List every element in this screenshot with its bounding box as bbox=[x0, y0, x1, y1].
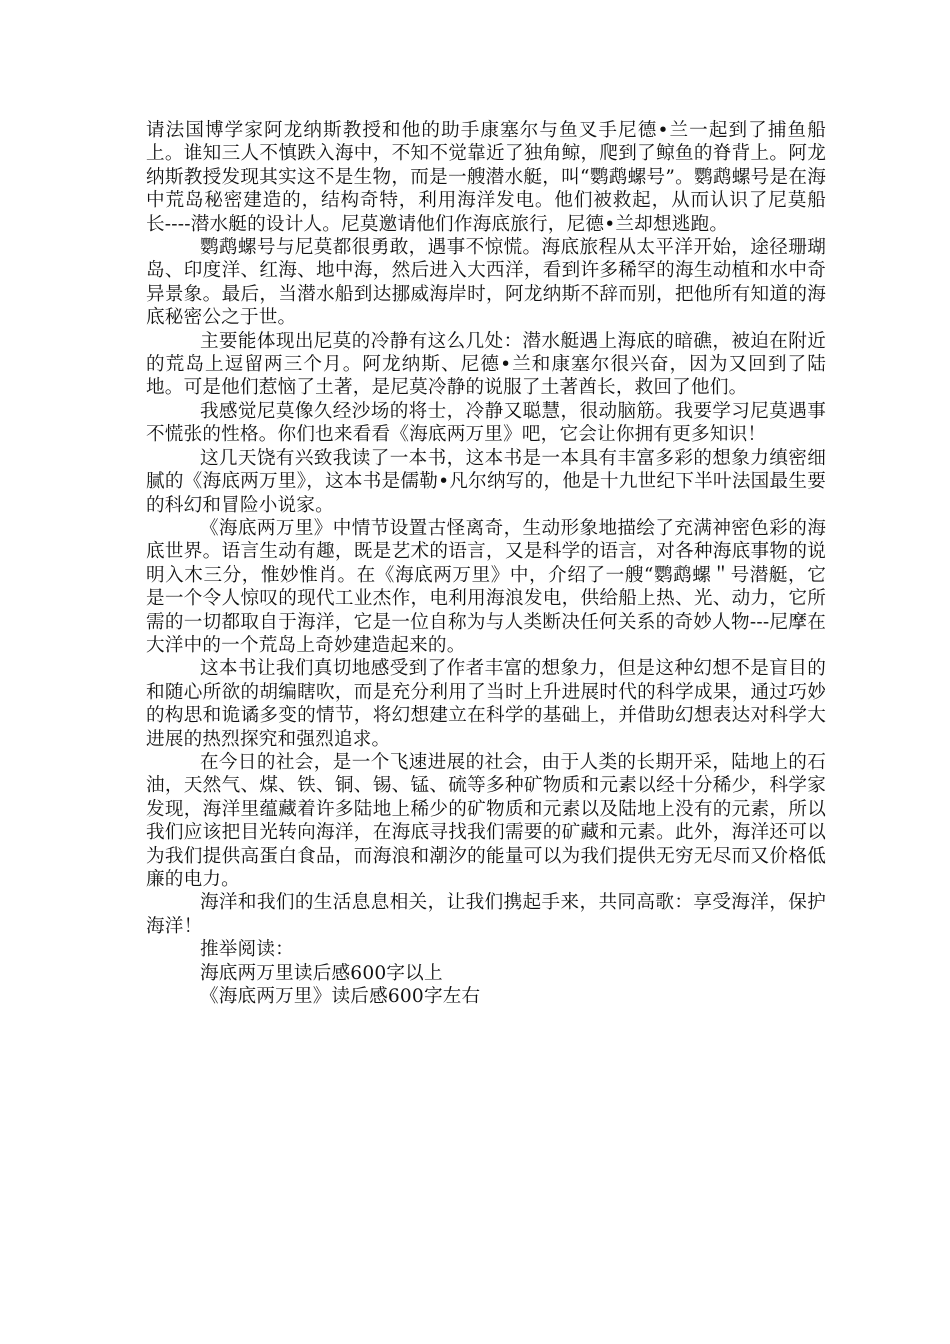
paragraph-6: 《海底两万里》中情节设置古怪离奇，生动形象地描绘了充满神密色彩的海底世界。语言生动有趣，既是艺术的语言，又是科学的语言，对各种海底事物的说明入木三分，惟妙惟肖。在《海底两万里》中，介绍了一艘“鹦鹉螺＂号潜艇，它是一个令人惊叹的现代工业杰作，电利用海浪发电，供给船上热、光、动力，它所需的一切都取自于海洋，它是一位自称为与人类断决任何关系的奇妙人物---尼摩在大洋中的一个荒岛上奇妙建造起来的。 bbox=[146, 517, 826, 656]
document-body bbox=[146, 119, 826, 1008]
paragraph-2: 鹦鹉螺号与尼莫都很勇敢，遇事不惊慌。海底旅程从太平洋开始，途径珊瑚岛、印度洋、红海、地中海，然后进入大西洋，看到许多稀罕的海生动植和水中奇异景象。最后，当潜水船到达挪威海岸时，阿龙纳斯不辞而别，把他所有知道的海底秘密公之于世。 bbox=[146, 237, 826, 329]
paragraph-4: 我感觉尼莫像久经沙场的将士，冷静又聪慧，很动脑筋。我要学习尼莫遇事不慌张的性格。你们也来看看《海底两万里》吧，它会让你拥有更多知识！ bbox=[146, 400, 826, 446]
paragraph-1: 请法国博学家阿龙纳斯教授和他的助手康塞尔与鱼叉手尼德•兰一起到了捕鱼船上。谁知三人不慎跌入海中，不知不觉靠近了独角鲸，爬到了鲸鱼的脊背上。阿龙纳斯教授发现其实这不是生物，而是一艘潜水艇，叫“鹦鹉螺号”。鹦鹉螺号是在海中荒岛秘密建造的，结构奇特，利用海洋发电。他们被救起，从而认识了尼莫船长----潜水艇的设计人。尼莫邀请他们作海底旅行，尼德•兰却想逃跑。 bbox=[146, 120, 826, 235]
paragraph-7: 这本书让我们真切地感受到了作者丰富的想象力，但是这种幻想不是盲目的和随心所欲的胡编瞎吹，而是充分利用了当时上升进展时代的科学成果，通过巧妙的构思和诡谲多变的情节，将幻想建立在科学的基础上，并借助幻想表达对科学大进展的热烈探究和强烈追求。 bbox=[146, 658, 826, 750]
paragraph-9: 海洋和我们的生活息息相关，让我们携起手来，共同高歌：享受海洋，保护海洋！ bbox=[146, 892, 826, 937]
paragraph-5: 这几天饶有兴致我读了一本书，这本书是一本具有丰富多彩的想象力缜密细腻的《海底两万里》，这本书是儒勒•凡尔纳写的，他是十九世纪下半叶法国最生要的科幻和冒险小说家。 bbox=[146, 447, 826, 516]
recommended-link-1[interactable]: 海底两万里读后感600字以上 bbox=[199, 962, 443, 984]
recommended-link-2[interactable]: 《海底两万里》读后感600字左右 bbox=[199, 986, 481, 1008]
paragraph-8: 在今日的社会，是一个飞速进展的社会，由于人类的长期开采，陆地上的石油，天然气、煤、铁、铜、锡、锰、硫等多种矿物质和元素以经十分稀少，科学家发现，海洋里蕴藏着许多陆地上稀少的矿物质和元素以及陆地上没有的元素，所以我们应该把目光转向海洋，在海底寻找我们需要的矿藏和元素。此外，海洋还可以为我们提供高蛋白食品，而海浪和潮汐的能量可以为我们提供无穷无尽而又价格低廉的电力。 bbox=[146, 751, 826, 890]
paragraph-3: 主要能体现出尼莫的冷静有这么几处：潜水艇遇上海底的暗礁，被迫在附近的荒岛上逗留两三个月。阿龙纳斯、尼德•兰和康塞尔很兴奋，因为又回到了陆地。可是他们惹恼了土著，是尼莫冷静的说服了土著酋长，救回了他们。 bbox=[146, 330, 826, 399]
recommended-heading: 推举阅读： bbox=[199, 939, 294, 961]
